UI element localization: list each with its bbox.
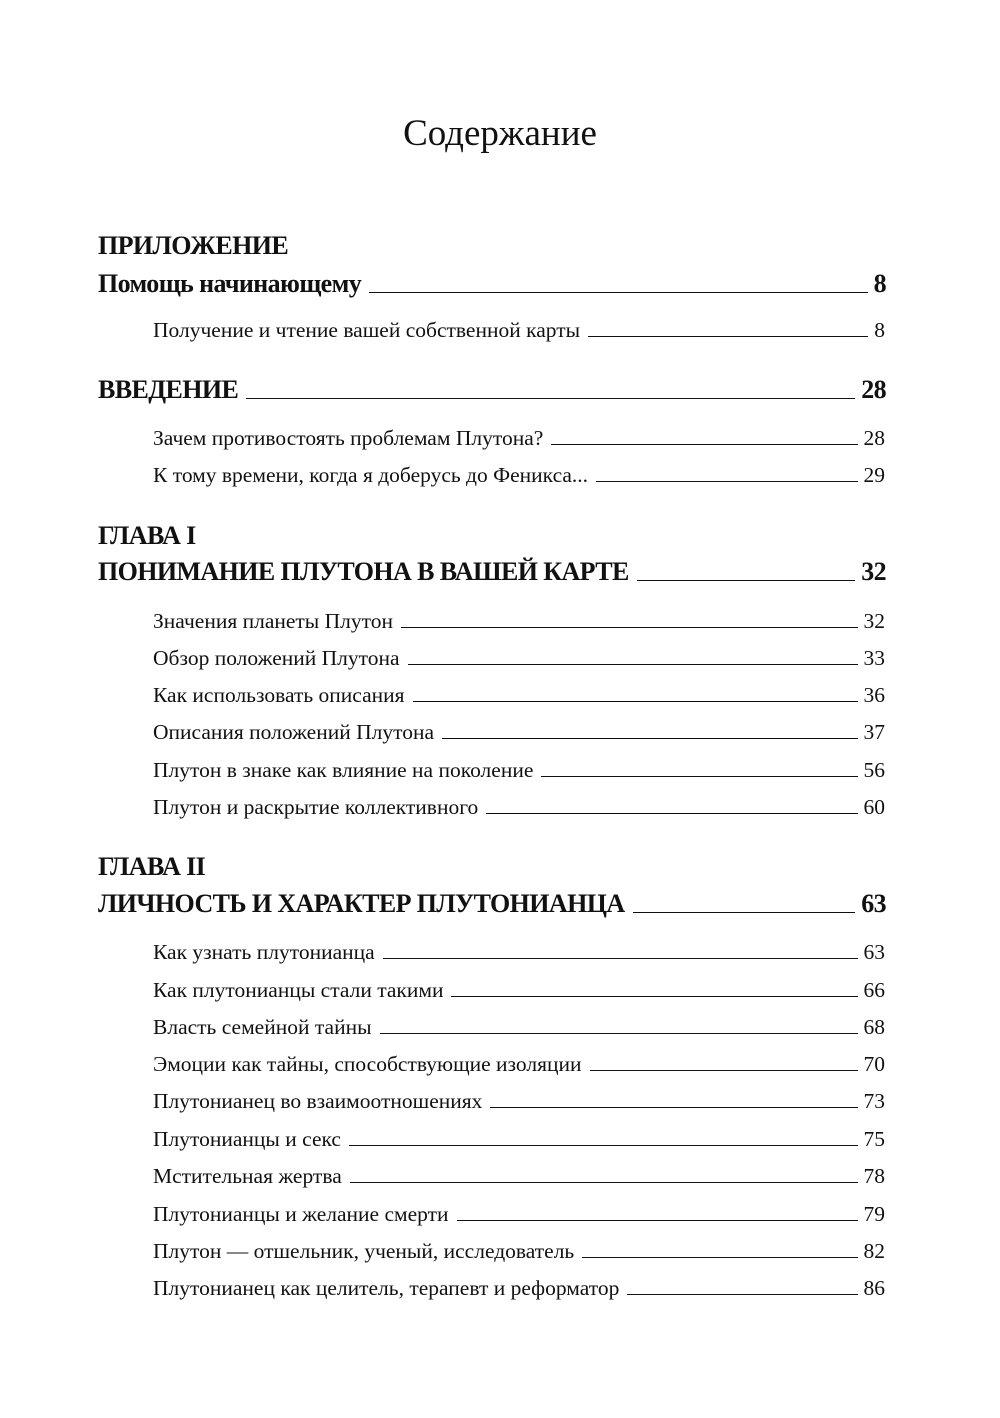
page-number: 86 — [863, 1276, 885, 1300]
entry-label: Власть семейной тайны — [153, 1015, 372, 1039]
entry-label: К тому времени, когда я доберусь до Феникса... — [153, 463, 589, 487]
leader-line — [551, 444, 857, 445]
section-heading: ГЛАВА II — [98, 852, 206, 881]
entry-label: Обзор положений Плутона — [153, 646, 400, 670]
page-number: 75 — [863, 1127, 885, 1151]
page-number: 8 — [874, 318, 885, 342]
leader-line — [408, 664, 858, 665]
page-number: 36 — [863, 683, 885, 707]
page-number: 29 — [863, 463, 885, 487]
leader-line — [380, 1033, 858, 1034]
page-number: 60 — [863, 795, 885, 819]
entry-label: Плутон и раскрытие коллективного — [153, 795, 479, 819]
page-number: 68 — [863, 1015, 885, 1039]
leader-line — [637, 580, 855, 581]
page-number: 70 — [863, 1052, 885, 1076]
toc-sub-entry[interactable] — [153, 1080, 885, 1114]
leader-line — [383, 958, 858, 959]
toc-sub-entry[interactable] — [153, 749, 885, 783]
toc-main-entry[interactable] — [98, 371, 886, 405]
toc-sub-entry[interactable] — [153, 637, 885, 671]
toc-main-entry[interactable] — [98, 885, 886, 919]
entry-label: Получение и чтение вашей собственной карты — [153, 318, 581, 342]
entry-label: Мстительная жертва — [153, 1164, 342, 1188]
toc-sub-entry[interactable] — [153, 417, 885, 451]
leader-line — [451, 996, 857, 997]
toc-sub-entry[interactable] — [153, 1155, 885, 1189]
page-number: 37 — [863, 720, 885, 744]
entry-label: Зачем противостоять проблемам Плутона? — [153, 426, 544, 450]
leader-line — [590, 1070, 858, 1071]
toc-sub-entry[interactable] — [153, 1118, 885, 1152]
leader-line — [401, 627, 857, 628]
toc-sub-entry[interactable] — [153, 1193, 885, 1227]
leader-line — [541, 776, 857, 777]
page-number: 28 — [863, 426, 885, 450]
leader-line — [246, 398, 855, 399]
leader-line — [633, 912, 856, 913]
page-number: 79 — [863, 1202, 885, 1226]
entry-label: Как использовать описания — [153, 683, 405, 707]
toc-sub-entry[interactable] — [153, 674, 885, 708]
page-number: 73 — [863, 1089, 885, 1113]
toc-sub-entry[interactable] — [153, 931, 885, 965]
page-number: 56 — [863, 758, 885, 782]
page-number: 66 — [863, 978, 885, 1002]
page-title: Содержание — [403, 113, 597, 154]
leader-line — [582, 1257, 857, 1258]
page-number: 8 — [873, 269, 886, 298]
entry-label: ЛИЧНОСТЬ И ХАРАКТЕР ПЛУТОНИАНЦА — [98, 889, 625, 918]
page-number: 32 — [861, 557, 886, 586]
toc-sub-entry[interactable] — [153, 1230, 885, 1264]
leader-line — [349, 1145, 858, 1146]
toc-main-entry[interactable] — [98, 553, 886, 587]
entry-label: Плутонианец как целитель, терапевт и реформатор — [153, 1276, 620, 1300]
entry-label: ВВЕДЕНИЕ — [98, 375, 239, 404]
entry-label: ПОНИМАНИЕ ПЛУТОНА В ВАШЕЙ КАРТЕ — [98, 557, 629, 586]
page-number: 32 — [863, 609, 885, 633]
toc-sub-entry[interactable] — [153, 1267, 885, 1301]
page-number: 78 — [863, 1164, 885, 1188]
section-heading: ПРИЛОЖЕНИЕ — [98, 231, 289, 260]
leader-line — [369, 292, 867, 293]
leader-line — [442, 738, 857, 739]
leader-line — [457, 1220, 858, 1221]
toc-sub-entry[interactable] — [153, 600, 885, 634]
toc-sub-entry[interactable] — [153, 711, 885, 745]
page-number: 82 — [863, 1239, 885, 1263]
entry-label: Плутон — отшельник, ученый, исследователь — [153, 1239, 575, 1263]
entry-label: Как узнать плутонианца — [153, 940, 375, 964]
entry-label: Описания положений Плутона — [153, 720, 435, 744]
leader-line — [486, 813, 857, 814]
entry-label: Как плутонианцы стали такими — [153, 978, 444, 1002]
entry-label: Плутонианец во взаимоотношениях — [153, 1089, 483, 1113]
leader-line — [490, 1107, 857, 1108]
toc-sub-entry[interactable] — [153, 309, 885, 343]
entry-label: Плутонианцы и желание смерти — [153, 1202, 449, 1226]
toc-sub-entry[interactable] — [153, 786, 885, 820]
section-heading: ГЛАВА I — [98, 521, 196, 550]
toc-sub-entry[interactable] — [153, 454, 885, 488]
page-number: 33 — [863, 646, 885, 670]
entry-label: Плутон в знаке как влияние на поколение — [153, 758, 534, 782]
toc-sub-entry[interactable] — [153, 969, 885, 1003]
entry-label: Плутонианцы и секс — [153, 1127, 341, 1151]
leader-line — [588, 336, 868, 337]
toc-main-entry[interactable] — [98, 265, 886, 299]
page-number: 63 — [861, 889, 886, 918]
page-number: 28 — [861, 375, 886, 404]
leader-line — [413, 701, 858, 702]
toc-sub-entry[interactable] — [153, 1006, 885, 1040]
page-number: 63 — [863, 940, 885, 964]
entry-label: Помощь начинающему — [98, 269, 362, 298]
leader-line — [627, 1294, 857, 1295]
entry-label: Значения планеты Плутон — [153, 609, 394, 633]
leader-line — [350, 1182, 858, 1183]
entry-label: Эмоции как тайны, способствующие изоляции — [153, 1052, 582, 1076]
leader-line — [596, 481, 857, 482]
toc-sub-entry[interactable] — [153, 1043, 885, 1077]
